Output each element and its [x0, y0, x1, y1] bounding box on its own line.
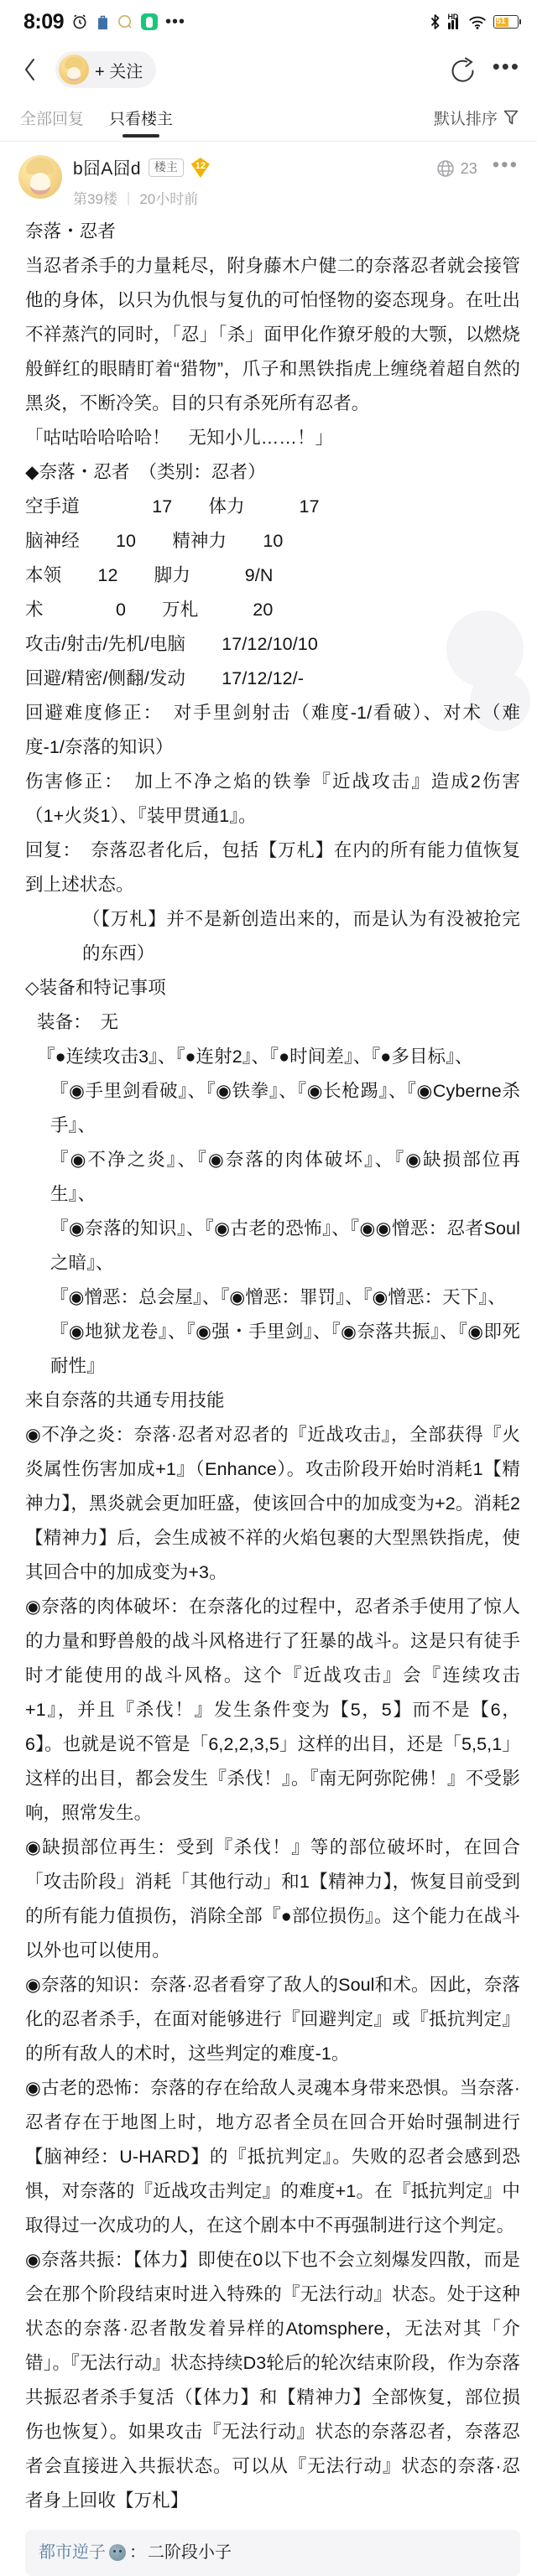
- content-paragraph: 装备： 无: [37, 1012, 119, 1032]
- reply-colon: ：: [129, 2543, 146, 2562]
- tab-only-op[interactable]: 只看楼主: [109, 106, 173, 138]
- wifi-icon: [468, 14, 487, 29]
- content-paragraph: ◇装备和特记事项: [25, 978, 166, 998]
- post-container: [0, 142, 537, 208]
- circle-icon: [117, 14, 133, 30]
- tab-all-replies[interactable]: 全部回复: [20, 110, 85, 128]
- status-time: 8:09: [23, 9, 65, 34]
- subline-separator: |: [126, 189, 131, 205]
- content-paragraph: 『◉憎恶：总会屋』、『◉憎恶：罪罚』、『◉憎恶：天下』、: [50, 1287, 506, 1307]
- share-button[interactable]: [449, 55, 477, 84]
- content-paragraph: ◆奈落・忍者 （类别：忍者）: [25, 462, 266, 482]
- post-subline: [73, 187, 435, 208]
- content-paragraph: 奈落・忍者: [25, 221, 117, 242]
- content-paragraph: 「咕咕哈哈哈哈！ 无知小儿……！」: [25, 428, 334, 448]
- status-bar-right: [429, 13, 519, 30]
- tab-row: [0, 96, 537, 141]
- status-bar: [0, 0, 537, 44]
- author-avatar-small: [59, 55, 89, 85]
- author-username[interactable]: b囧A囧d: [73, 159, 141, 179]
- chevron-left-icon: [23, 57, 37, 82]
- content-paragraph: 术 0 万札 20: [25, 600, 274, 620]
- content-paragraph: 脑神经 10 精神力 10: [25, 531, 284, 551]
- battery-icon: [493, 15, 519, 29]
- reply-username[interactable]: 都市逆子: [39, 2543, 106, 2562]
- filter-icon: [503, 109, 519, 126]
- content-paragraph: 『◉手里剑看破』、『◉铁拳』、『◉长枪踢』、『◉Cyberne杀手』、: [50, 1081, 520, 1135]
- content-paragraph: 当忍者杀手的力量耗尽，附身藤木户健二的奈落忍者就会接管他的身体，以只为仇恨与复仇的可怕怪物的姿态现身。在吐出不祥蒸汽的同时，「忍」「杀」面甲化作獠牙般的大颚，以燃烧般鲜红的眼睛盯着“猎物”，爪子和黑铁指虎上缠绕着超自然的黑炎，不断冷笑。目的只有杀死所有忍者。: [25, 256, 520, 413]
- bag-icon: [96, 13, 110, 30]
- green-app-icon: [141, 13, 158, 30]
- hd-label: HD: [447, 12, 458, 21]
- content-paragraph: ◉奈落共振：【体力】即使在0以下也不会立刻爆发四散，而是会在那个阶段结束时进入特殊的『无法行动』状态。处于这种状态的奈落·忍者散发着异样的Atomsphere，无法对其「介错」。『无法行动』状态持续D3轮后的轮次结束阶段，作为奈落共振忍者杀手复活（【体力】和【精神力】全部恢复，部位损伤也恢复）。如果攻击『无法行动』状态的奈落忍者，奈落忍者会直接进入共振状态。可以从『无法行动』状态的奈落·忍者身上回收【万札】: [25, 2250, 520, 2511]
- author-avatar[interactable]: [18, 155, 62, 199]
- follow-label: + 关注: [95, 62, 143, 81]
- post-time: 20小时前: [139, 191, 199, 207]
- content-paragraph: 『◉不净之炎』、『◉奈落的肉体破坏』、『◉缺损部位再生』、: [50, 1150, 520, 1204]
- sort-label: 默认排序: [433, 110, 498, 128]
- content-paragraph: 来自奈落的共通专用技能: [25, 1390, 225, 1410]
- content-paragraph: ◉缺损部位再生：受到『杀伐！』等的部位破坏时，在回合「攻击阶段」消耗「其他行动」和1【精神力】，恢复目前受到的所有能力值损伤，消除全部『●部位损伤』。这个能力在战斗以外也可以使用。: [25, 1837, 520, 1961]
- content-paragraph: 回避难度修正： 对手里剑射击（难度-1/看破）、对术（难度-1/奈落的知识）: [25, 703, 520, 757]
- content-paragraph: （【万札】并不是新创造出来的，而是认为有没被抢完的东西）: [82, 909, 520, 963]
- level-number: 12: [195, 161, 206, 171]
- smiley-emoji-icon: [109, 2544, 126, 2561]
- content-paragraph: 『◉地狱龙卷』、『◉强・手里剑』、『◉奈落共振』、『◉即死耐性』: [50, 1322, 520, 1376]
- avatar[interactable]: [18, 155, 62, 199]
- status-overflow-dots-icon: •••: [165, 13, 186, 31]
- globe-icon: [435, 158, 456, 179]
- post-more-button[interactable]: •••: [492, 153, 519, 176]
- content-paragraph: ◉奈落的知识：奈落·忍者看穿了敌人的Soul和术。因此，奈落化的忍者杀手，在面对能够进行『回避判定』或『抵抗判定』的所有敌人的术时，这些判定的难度-1。: [25, 1975, 520, 2064]
- status-bar-left: [23, 10, 185, 34]
- nav-more-button[interactable]: •••: [492, 54, 520, 79]
- bluetooth-icon: [429, 13, 441, 30]
- post-header: [18, 155, 519, 208]
- navigation-bar: [0, 44, 537, 96]
- floor-number: 第39楼: [73, 191, 117, 207]
- content-paragraph: 本领 12 脚力 9/N: [25, 565, 274, 585]
- post-actions: [435, 155, 519, 179]
- content-paragraph: ◉奈落的肉体破坏：在奈落化的过程中，忍者杀手使用了惊人的力量和野兽般的战斗风格进行了狂暴的战斗。这是只有徒手时才能使用的战斗风格。这个『近战攻击』会『连续攻击+1』，并且『杀伐！』发生条件变为【5，5】而不是【6，6】。也就是说不管是「6,2,2,3,5」这样的出目，还是「5,5,1」这样的出目，都会发生『杀伐！』。『南无阿弥陀佛！』不受影响，照常发生。: [25, 1597, 520, 1823]
- content-paragraph: 伤害修正： 加上不净之焰的铁拳『近战攻击』造成2伤害（1+火炎1）、『装甲贯通1』。: [25, 771, 520, 826]
- content-paragraph: 攻击/射击/先机/电脑 17/12/10/10: [25, 634, 318, 654]
- battery-level: 51: [496, 17, 506, 26]
- follow-button[interactable]: [55, 51, 156, 88]
- content-paragraph: 回避/精密/侧翻/发动 17/12/12/-: [25, 668, 305, 688]
- view-count-value: 23: [460, 159, 477, 177]
- view-count[interactable]: [435, 158, 477, 179]
- level-badge: [191, 158, 210, 178]
- sort-button[interactable]: [434, 106, 519, 138]
- op-badge: 楼主: [149, 158, 184, 177]
- content-paragraph: ◉古老的恐怖：奈落的存在给敌人灵魂本身带来恐惧。当奈落·忍者存在于地图上时，地方忍者全员在回合开始时强制进行【脑神经：U-HARD】的『抵抗判定』。失败的忍者会感到恐惧，对奈落的『近战攻击判定』的难度+1。在『抵抗判定』中取得过一次成功的人，在这个剧本中不再强制进行这个判定。: [25, 2078, 520, 2236]
- reply-item[interactable]: [25, 2530, 520, 2576]
- share-icon: [449, 55, 477, 84]
- content-paragraph: 『●连续攻击3』、『●连射2』、『●时间差』、『●多目标』、: [37, 1046, 473, 1067]
- content-paragraph: ◉不净之炎：奈落·忍者对忍者的『近战攻击』，全部获得『火炎属性伤害加成+1』（Enhance）。攻击阶段开始时消耗1【精神力】，黑炎就会更加旺盛，使该回合中的加成变为+2。消耗2【精神力】后，会生成被不祥的火焰包裹的大型黑铁指虎，使其回合中的加成变为+3。: [25, 1425, 520, 1582]
- post-meta: [73, 155, 435, 208]
- reply-text: 二阶段小子: [148, 2543, 232, 2562]
- content-paragraph: 回复： 奈落忍者化后，包括【万札】在内的所有能力值恢复到上述状态。: [25, 840, 520, 895]
- post-content: [0, 208, 537, 2518]
- content-paragraph: 空手道 17 体力 17: [25, 496, 320, 517]
- content-paragraph: 『◉奈落的知识』、『◉古老的恐怖』、『◉◉憎恶：忍者Soul之暗』、: [50, 1218, 520, 1273]
- alarm-icon: [71, 13, 88, 30]
- author-line: [73, 155, 435, 180]
- signal-icon: [447, 12, 462, 29]
- back-button[interactable]: [13, 53, 47, 86]
